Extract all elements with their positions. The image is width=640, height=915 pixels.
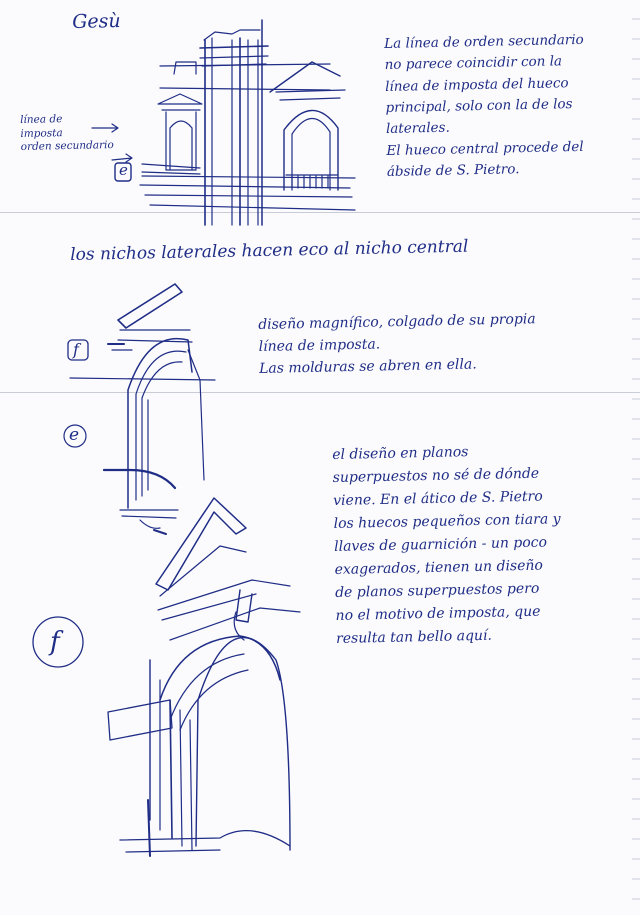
label-e-mid: e xyxy=(69,425,80,445)
label-e-top: e xyxy=(119,161,128,179)
note-bottom-right: el diseño en planos superpuestos no sé de dónde viene. En el ático de S. Pietro los huecos pequeños con tiara y llaves de guarnición - un poco exagerados, tienen un diseño de planos superpuestos pero no el motivo de imposta, que resulta tan bello aquí. xyxy=(332,444,561,647)
note-middle-right: diseño magnífico, colgado de su propia línea de imposta. Las molduras se abren en ella. xyxy=(258,311,536,378)
note-top-right: La línea de orden secundario no parece coincidir con la línea de imposta del hueco principal, solo con la de los laterales. El hueco central procede del ábside de S. Pietro. xyxy=(384,31,584,180)
niche-sketch xyxy=(70,284,215,534)
note-left-margin: línea de imposta orden secundario xyxy=(20,113,114,154)
note-ecos: los nichos laterales hacen eco al nicho central xyxy=(70,236,469,265)
label-f-big: f xyxy=(50,627,60,657)
facade-sketch xyxy=(92,20,355,225)
label-f-mid: f xyxy=(73,340,79,359)
arch-detail-sketch xyxy=(108,498,300,856)
page-title: Gesù xyxy=(72,9,121,33)
